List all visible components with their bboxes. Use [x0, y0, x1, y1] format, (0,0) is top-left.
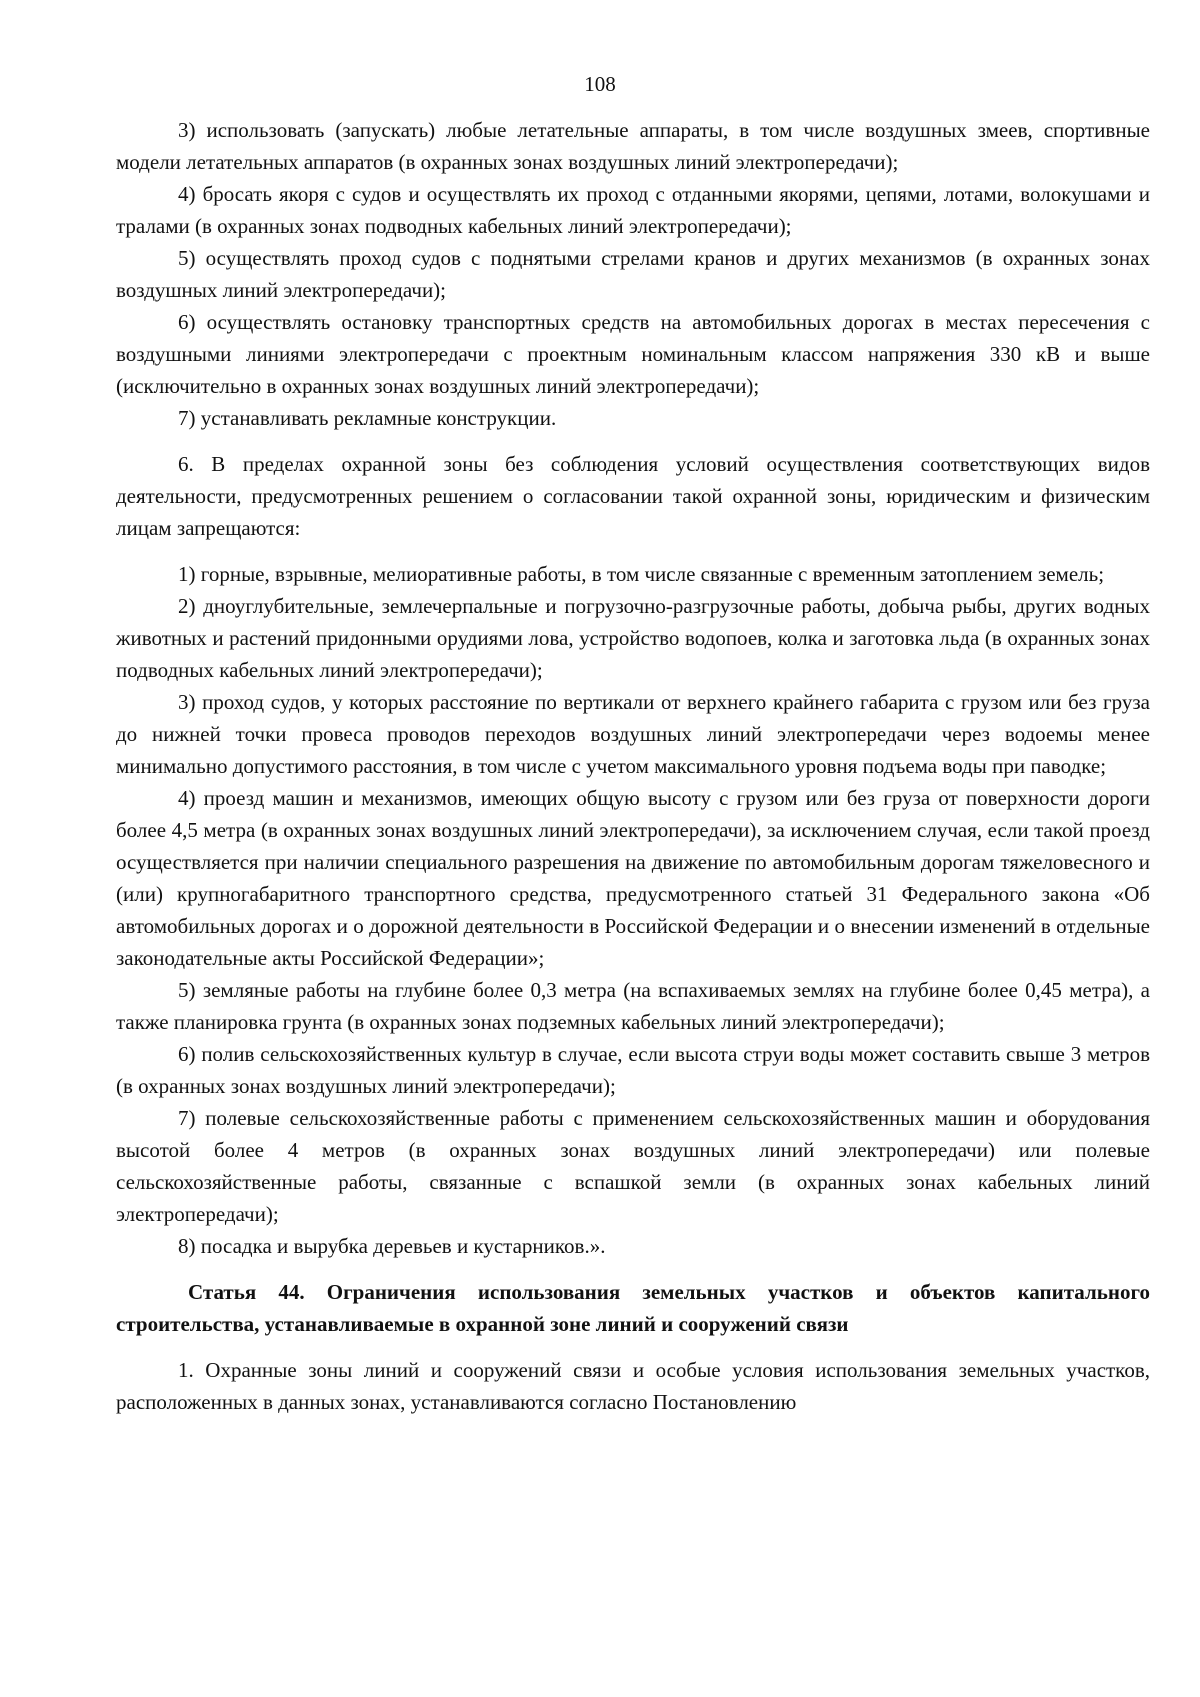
list-item: 4) бросать якоря с судов и осуществлять их проход с отданными якорями, цепями, лотами, волокушами и тралами (в охранных зонах подводных кабельных линий электропередачи);: [116, 182, 1150, 238]
final-paragraph: 1. Охранные зоны линий и сооружений связи и особые условия использования земельных участков, расположенных в данных зонах, устанавливаются согласно Постановлению: [116, 1358, 1150, 1414]
page-number: 108: [584, 72, 616, 96]
article-heading: Статья 44. Ограничения использования земельных участков и объектов капитального строительства, устанавливаемые в охранной зоне линий и сооружений связи: [116, 1280, 1150, 1336]
list-item: 6) осуществлять остановку транспортных средств на автомобильных дорогах в местах пересечения с воздушными линиями электропередачи с проектным номинальным классом напряжения 330 кВ и выше (исключительно в охранных зонах воздушных линий электропередачи);: [116, 310, 1150, 398]
list-item: 5) осуществлять проход судов с поднятыми стрелами кранов и других механизмов (в охранных зонах воздушных линий электропередачи);: [116, 246, 1150, 302]
list-item: 7) полевые сельскохозяйственные работы с применением сельскохозяйственных машин и оборудования высотой более 4 метров (в охранных зонах воздушных линий электропередачи) или полевые сельскохозяйственные работы, связанные с вспашкой земли (в охранных зонах кабельных линий электропередачи);: [116, 1106, 1150, 1226]
paragraph-item-6: 6. В пределах охранной зоны без соблюдения условий осуществления соответствующих видов деятельности, предусмотренных решением о согласовании такой охранной зоны, юридическим и физическим лицам запрещаются:: [116, 452, 1150, 540]
list-item: 1) горные, взрывные, мелиоративные работы, в том числе связанные с временным затоплением земель;: [178, 562, 1105, 586]
list-item: 7) устанавливать рекламные конструкции.: [178, 406, 557, 430]
list-item: 8) посадка и вырубка деревьев и кустарников.».: [178, 1234, 606, 1258]
list-item: 6) полив сельскохозяйственных культур в случае, если высота струи воды может составить свыше 3 метров (в охранных зонах воздушных линий электропередачи);: [116, 1042, 1150, 1098]
document-body: [116, 114, 1150, 1418]
list-item: 5) земляные работы на глубине более 0,3 метра (на вспахиваемых землях на глубине более 0,45 метра), а также планировка грунта (в охранных зонах подземных кабельных линий электропередачи);: [116, 978, 1150, 1034]
list-item: 2) дноуглубительные, землечерпальные и погрузочно-разгрузочные работы, добыча рыбы, других водных животных и растений придонными орудиями лова, устройство водопоев, колка и заготовка льда (в охранных зонах подводных кабельных линий электропередачи);: [116, 594, 1150, 682]
list-item: 4) проезд машин и механизмов, имеющих общую высоту с грузом или без груза от поверхности дороги более 4,5 метра (в охранных зонах воздушных линий электропередачи), за исключением случая, если такой проезд осуществляется при наличии специального разрешения на движение по автомобильным дорогам тяжеловесного и (или) крупногабаритного транспортного средства, предусмотренного статьей 31 Федерального закона «Об автомобильных дорогах и о дорожной деятельности в Российской Федерации и о внесении изменений в отдельные законодательные акты Российской Федерации»;: [116, 786, 1150, 970]
list-item: 3) проход судов, у которых расстояние по вертикали от верхнего крайнего габарита с грузом или без груза до нижней точки провеса проводов переходов воздушных линий электропередачи через водоемы менее минимально допустимого расстояния, в том числе с учетом максимального уровня подъема воды при паводке;: [116, 690, 1150, 778]
list-item: 3) использовать (запускать) любые летательные аппараты, в том числе воздушных змеев, спортивные модели летательных аппаратов (в охранных зонах воздушных линий электропередачи);: [116, 118, 1150, 174]
